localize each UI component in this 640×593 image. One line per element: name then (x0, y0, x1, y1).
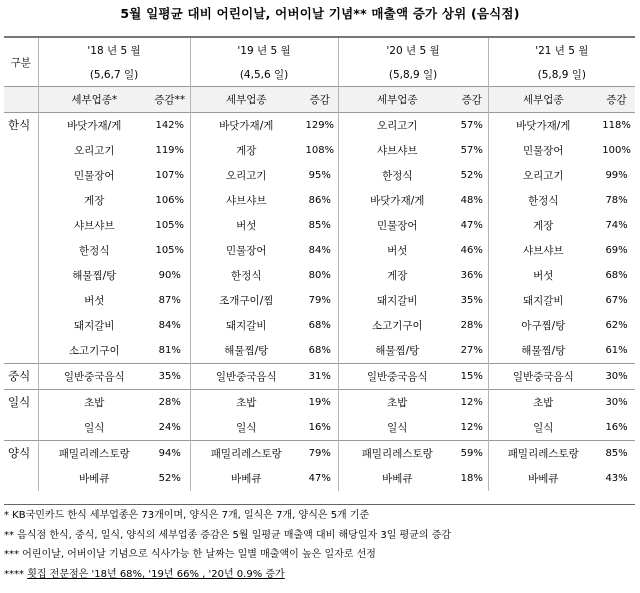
increase-cell: 18% (460, 473, 483, 484)
increase-cell: 62% (605, 320, 628, 331)
business-cell: 일반중국음식 (190, 364, 302, 390)
table-row (4, 441, 635, 467)
subcol-increase-2019: 증감 (302, 87, 338, 113)
business-cell: 돼지갈비 (73, 320, 115, 332)
increase-cell: 86% (308, 195, 331, 206)
increase-cell: 118% (598, 113, 635, 139)
year-header-2020: '20 년 5 월 (338, 37, 488, 63)
increase-cell: 19% (302, 390, 338, 416)
business-cell: 버섯 (190, 213, 302, 238)
business-cell: 일반중국음식 (338, 364, 456, 390)
footnote-4-marker: **** (4, 568, 28, 580)
increase-cell: 36% (460, 270, 483, 281)
business-cell: 한정식 (79, 245, 110, 257)
business-cell: 샤브샤브 (488, 238, 598, 263)
business-cell: 소고기구이 (338, 313, 456, 338)
increase-cell: 129% (302, 113, 338, 139)
dates-header-2019: (4,5,6 일) (190, 63, 338, 87)
business-cell: 해물찜/탕 (338, 338, 456, 364)
subcol-business-2021: 세부업종 (488, 87, 598, 113)
increase-cell: 30% (598, 364, 635, 390)
business-cell: 바닷가재/게 (38, 113, 150, 139)
increase-cell: 94% (150, 441, 190, 467)
increase-cell: 67% (605, 295, 628, 306)
header-years-row (4, 37, 635, 63)
increase-cell: 30% (598, 390, 635, 416)
increase-cell: 68% (605, 270, 628, 281)
business-cell: 일식 (338, 415, 456, 441)
year-header-2018: '18 년 5 월 (38, 37, 190, 63)
business-cell: 오리고기 (73, 145, 115, 157)
category-cell (4, 390, 38, 441)
table-row (4, 163, 635, 188)
increase-cell: 52% (158, 473, 181, 484)
business-cell: 돼지갈비 (190, 313, 302, 338)
year-header-2021: '21 년 5 월 (488, 37, 635, 63)
business-cell: 패밀리레스토랑 (338, 441, 456, 467)
business-cell: 초밥 (38, 390, 150, 416)
footnote-4 (4, 565, 636, 585)
increase-cell: 35% (150, 364, 190, 390)
business-cell: 패밀리레스토랑 (190, 441, 302, 467)
business-cell: 게장 (84, 195, 105, 207)
business-cell: 일식 (84, 422, 105, 434)
table-row (4, 113, 635, 139)
increase-cell: 74% (605, 220, 628, 231)
category-label: 중식 (8, 369, 31, 383)
header-subcols-row (4, 87, 635, 113)
table-row (4, 138, 635, 163)
business-cell: 민물장어 (488, 138, 598, 163)
increase-cell: 12% (456, 390, 488, 416)
business-cell: 한정식 (488, 188, 598, 213)
footnote-3: *** 어린이날, 어버이날 기념으로 식사가능 한 날짜는 일별 매출액이 높은 일자로 선정 (4, 549, 376, 561)
business-cell: 오리고기 (190, 163, 302, 188)
increase-cell: 24% (158, 422, 181, 433)
increase-cell: 52% (460, 170, 483, 181)
subcol-business-2020: 세부업종 (338, 87, 456, 113)
increase-cell: 105% (155, 245, 185, 256)
category-header-blank (4, 87, 38, 113)
business-cell: 민물장어 (338, 213, 456, 238)
header-dates-row (4, 63, 635, 87)
table-row (4, 288, 635, 313)
table-row (4, 188, 635, 213)
business-cell: 일반중국음식 (38, 364, 150, 390)
business-cell: 샤브샤브 (190, 188, 302, 213)
business-cell: 패밀리레스토랑 (38, 441, 150, 467)
increase-cell: 61% (605, 345, 628, 356)
increase-cell: 31% (302, 364, 338, 390)
business-cell: 버섯 (488, 263, 598, 288)
increase-cell: 119% (155, 145, 185, 156)
category-header: 구분 (4, 37, 38, 87)
increase-cell: 85% (598, 441, 635, 467)
table-row (4, 213, 635, 238)
increase-cell: 57% (456, 113, 488, 139)
increase-cell: 57% (460, 145, 483, 156)
increase-cell: 69% (605, 245, 628, 256)
business-cell: 오리고기 (488, 163, 598, 188)
increase-cell: 79% (308, 295, 331, 306)
business-cell: 초밥 (488, 390, 598, 416)
dates-header-2021: (5,8,9 일) (488, 63, 635, 87)
dates-header-2018: (5,6,7 일) (89, 69, 139, 81)
increase-cell: 35% (460, 295, 483, 306)
category-label: 일식 (8, 395, 31, 409)
subcol-business-2019: 세부업종 (190, 87, 302, 113)
increase-cell: 79% (302, 441, 338, 467)
business-cell: 바베큐 (338, 466, 456, 491)
increase-cell: 142% (150, 113, 190, 139)
increase-cell: 16% (308, 422, 331, 433)
subcol-business-2018: 세부업종* (38, 87, 150, 113)
business-cell: 민물장어 (190, 238, 302, 263)
increase-cell: 84% (158, 320, 181, 331)
table-row (4, 313, 635, 338)
business-cell: 버섯 (338, 238, 456, 263)
business-cell: 바닷가재/게 (488, 113, 598, 139)
business-cell: 해물찜/탕 (72, 270, 117, 282)
category-cell (4, 113, 38, 364)
business-cell: 초밥 (338, 390, 456, 416)
page-title: 5월 일평균 대비 어린이날, 어버이날 기념** 매출액 증가 상위 (음식점) (120, 6, 520, 21)
business-cell: 바닷가재/게 (338, 188, 456, 213)
increase-cell: 15% (456, 364, 488, 390)
increase-cell: 84% (308, 245, 331, 256)
increase-cell: 108% (305, 145, 335, 156)
business-cell: 해물찜/탕 (488, 338, 598, 364)
table-row (4, 263, 635, 288)
subcol-increase-2020: 증감 (456, 87, 488, 113)
sales-increase-table (4, 36, 635, 491)
increase-cell: 105% (155, 220, 185, 231)
subcol-increase-2021: 증감 (598, 87, 635, 113)
category-cell (4, 364, 38, 390)
table-row (4, 364, 635, 390)
increase-cell: 47% (460, 220, 483, 231)
category-cell (4, 441, 38, 492)
business-cell: 해물찜/탕 (190, 338, 302, 364)
footnote-1: * KB국민카드 한식 세부업종은 73개이며, 양식은 7개, 일식은 7개, 양식은 5개 기준 (4, 510, 370, 521)
increase-cell: 106% (155, 195, 185, 206)
business-cell: 바베큐 (79, 473, 110, 485)
business-cell: 돼지갈비 (338, 288, 456, 313)
table-row (4, 390, 635, 416)
increase-cell: 12% (460, 422, 483, 433)
business-cell: 바닷가재/게 (190, 113, 302, 139)
increase-cell: 46% (460, 245, 483, 256)
increase-cell: 68% (308, 320, 331, 331)
increase-cell: 28% (460, 320, 483, 331)
increase-cell: 28% (150, 390, 190, 416)
category-label: 양식 (8, 446, 31, 460)
business-cell: 샤브샤브 (338, 138, 456, 163)
business-cell: 일반중국음식 (488, 364, 598, 390)
business-cell: 바베큐 (190, 466, 302, 491)
business-cell: 아구찜/탕 (488, 313, 598, 338)
increase-cell: 100% (602, 145, 631, 156)
dates-header-2020: (5,8,9 일) (338, 63, 488, 87)
business-cell: 초밥 (190, 390, 302, 416)
business-cell: 민물장어 (73, 170, 115, 182)
increase-cell: 81% (158, 345, 181, 356)
increase-cell: 43% (605, 473, 628, 484)
footnote-2: ** 음식점 한식, 중식, 일식, 양식의 세부업종 증감은 5월 일평균 매출액 대비 해당일자 3일 평균의 증감 (4, 529, 452, 541)
business-cell: 버섯 (84, 295, 105, 307)
business-cell: 돼지갈비 (488, 288, 598, 313)
table-row (4, 466, 635, 491)
year-header-2019: '19 년 5 월 (190, 37, 338, 63)
increase-cell: 90% (158, 270, 181, 281)
increase-cell: 85% (308, 220, 331, 231)
increase-cell: 27% (460, 345, 483, 356)
footnote-4-text: 횟집 전문점은 '18년 68%, '19년 66% , '20년 0.9% 증가 (27, 568, 285, 580)
business-cell: 일식 (488, 415, 598, 441)
increase-cell: 78% (605, 195, 628, 206)
business-cell: 한정식 (338, 163, 456, 188)
business-cell: 샤브샤브 (73, 220, 115, 232)
increase-cell: 48% (460, 195, 483, 206)
business-cell: 한정식 (190, 263, 302, 288)
business-cell: 게장 (488, 213, 598, 238)
business-cell: 패밀리레스토랑 (488, 441, 598, 467)
business-cell: 조개구이/찜 (190, 288, 302, 313)
business-cell: 오리고기 (338, 113, 456, 139)
footnotes (4, 506, 636, 584)
increase-cell: 87% (158, 295, 181, 306)
business-cell: 소고기구이 (68, 345, 120, 357)
table-row (4, 238, 635, 263)
increase-cell: 107% (155, 170, 185, 181)
increase-cell: 68% (308, 345, 331, 356)
business-cell: 바베큐 (488, 466, 598, 491)
increase-cell: 80% (308, 270, 331, 281)
increase-cell: 16% (605, 422, 628, 433)
category-label: 한식 (8, 118, 31, 132)
business-cell: 게장 (190, 138, 302, 163)
subcol-increase-2018: 증감** (150, 87, 190, 113)
table-row (4, 338, 635, 364)
business-cell: 게장 (338, 263, 456, 288)
table-bottom-rule (4, 504, 635, 505)
increase-cell: 47% (308, 473, 331, 484)
increase-cell: 59% (456, 441, 488, 467)
business-cell: 일식 (190, 415, 302, 441)
table-row (4, 415, 635, 441)
increase-cell: 95% (308, 170, 331, 181)
increase-cell: 99% (605, 170, 628, 181)
